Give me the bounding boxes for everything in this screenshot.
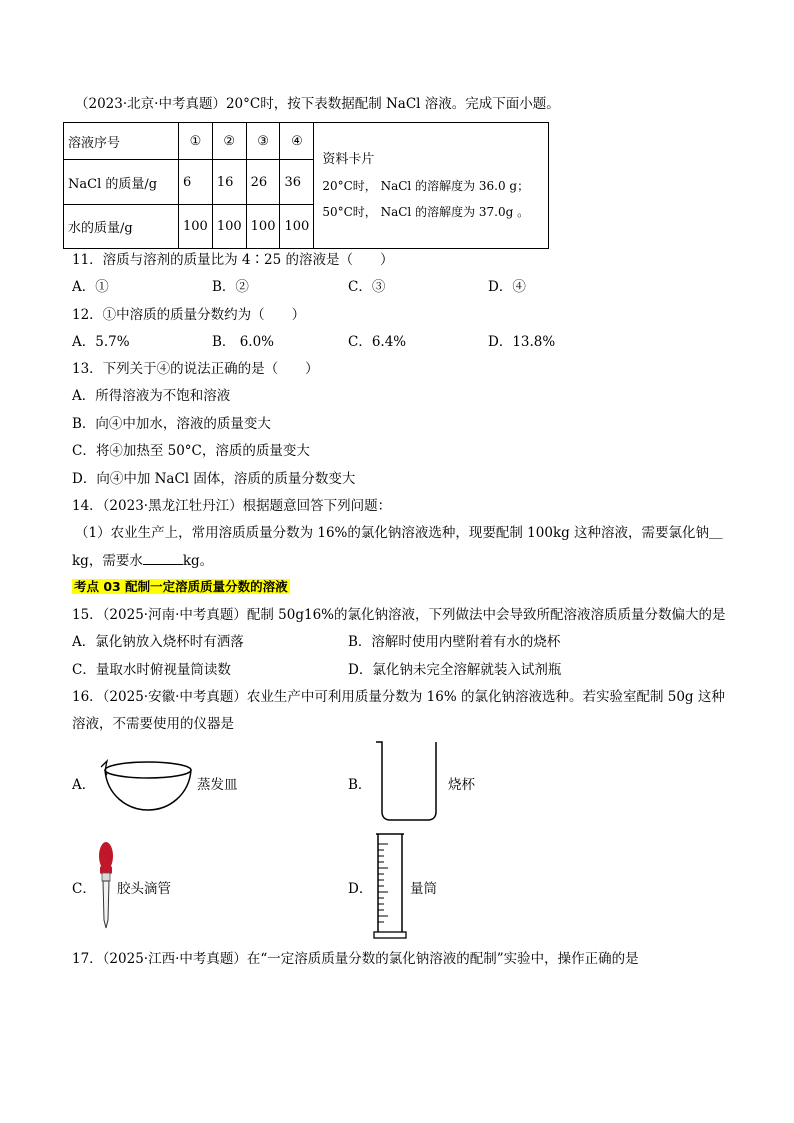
water-mass-cell: 100 xyxy=(179,205,213,249)
row-header-solution-no: 溶液序号 xyxy=(64,123,179,160)
col-header-4: ④ xyxy=(280,123,314,160)
row-header-nacl-mass: NaCl 的质量/g xyxy=(64,160,179,205)
dropper-icon xyxy=(94,840,118,930)
q15-option-c[interactable]: C．量取水时俯视量筒读数 xyxy=(72,662,231,678)
q16-option-c-letter[interactable]: C． xyxy=(72,881,96,897)
intro-text: （2023·北京·中考真题）20°C时，按下表数据配制 NaCl 溶液。完成下面小题。 xyxy=(75,96,560,112)
nacl-mass-cell: 16 xyxy=(212,160,246,205)
q15-option-d[interactable]: D．氯化钠未完全溶解就装入试剂瓶 xyxy=(348,662,562,678)
q14-part1-line1: （1）农业生产上，常用溶质质量分数为 16%的氯化钠溶液选种，现要配制 100kg 这种溶液，需要氯化钠＿ xyxy=(75,525,723,541)
q14-stem: 14．（2023·黑龙江牡丹江）根据题意回答下列问题： xyxy=(72,498,392,514)
q17-stem: 17．（2025·江西·中考真题）在“一定溶质质量分数的氯化钠溶液的配制”实验中，操作正确的是 xyxy=(72,951,639,967)
q12-option-c[interactable]: C．6.4% xyxy=(348,334,407,350)
info-card-line1: 20°C时， NaCl 的溶解度为 36.0 g； xyxy=(322,178,530,193)
info-card xyxy=(314,123,549,249)
q12-option-b[interactable]: B． 6.0% xyxy=(212,334,275,350)
q11-option-c[interactable]: C．③ xyxy=(348,279,386,295)
q14-text-b: kg。 xyxy=(182,553,214,569)
q16-option-a-name: 蒸发皿 xyxy=(197,777,238,793)
q13-option-b[interactable]: B．向④中加水，溶液的质量变大 xyxy=(72,416,271,432)
water-mass-cell: 100 xyxy=(280,205,314,249)
q16-option-a-letter[interactable]: A． xyxy=(72,777,96,793)
q14-part1-line2 xyxy=(72,550,213,571)
q11-option-b[interactable]: B．② xyxy=(212,279,249,295)
q16-option-b-name: 烧杯 xyxy=(448,777,475,793)
nacl-mass-cell: 36 xyxy=(280,160,314,205)
q12-option-d[interactable]: D．13.8% xyxy=(488,334,556,350)
nacl-mass-cell: 6 xyxy=(179,160,213,205)
q13-option-c[interactable]: C．将④加热至 50°C，溶质的质量变大 xyxy=(72,443,310,459)
info-card-title: 资料卡片 xyxy=(322,151,375,167)
evaporating-dish-icon xyxy=(97,755,197,815)
q16-option-b-letter[interactable]: B． xyxy=(348,777,372,793)
q11-option-d[interactable]: D．④ xyxy=(488,279,526,295)
nacl-mass-cell: 26 xyxy=(246,160,280,205)
q11-option-a[interactable]: A．① xyxy=(72,279,109,295)
q16-option-d-name: 量筒 xyxy=(410,881,437,897)
q12-stem: 12．①中溶质的质量分数约为（ ） xyxy=(72,307,306,323)
water-mass-cell: 100 xyxy=(246,205,280,249)
data-table xyxy=(63,122,549,249)
q15-stem: 15．（2025·河南·中考真题）配制 50g16%的氯化钠溶液，下列做法中会导致所配溶液溶质质量分数偏大的是 xyxy=(72,607,726,623)
q13-option-a[interactable]: A．所得溶液为不饱和溶液 xyxy=(72,388,231,404)
section-highlight: 考点 03 配制一定溶质质量分数的溶液 xyxy=(74,579,288,594)
q16-option-c-name: 胶头滴管 xyxy=(117,881,171,897)
answer-blank[interactable] xyxy=(143,550,183,565)
col-header-1: ① xyxy=(179,123,213,160)
section-heading xyxy=(72,577,290,597)
water-mass-cell: 100 xyxy=(212,205,246,249)
row-header-water-mass: 水的质量/g xyxy=(64,205,179,249)
col-header-2: ② xyxy=(212,123,246,160)
q16-stem-line2: 溶液，不需要使用的仪器是 xyxy=(72,716,234,732)
q16-stem-line1: 16．（2025·安徽·中考真题）农业生产中可利用质量分数为 16% 的氯化钠溶液选种。若实验室配制 50g 这种 xyxy=(72,689,725,705)
beaker-icon xyxy=(374,740,444,822)
q14-text-a: kg，需要水 xyxy=(72,553,143,569)
q15-option-a[interactable]: A．氯化钠放入烧杯时有洒落 xyxy=(72,634,244,650)
q15-option-b[interactable]: B．溶解时使用内壁附着有水的烧杯 xyxy=(348,634,561,650)
col-header-3: ③ xyxy=(246,123,280,160)
q12-option-a[interactable]: A．5.7% xyxy=(72,334,130,350)
q16-option-d-letter[interactable]: D． xyxy=(348,881,373,897)
graduated-cylinder-icon xyxy=(372,832,408,942)
info-card-line2: 50°C时， NaCl 的溶解度为 37.0g 。 xyxy=(322,204,530,219)
q11-stem: 11．溶质与溶剂的质量比为 4∶25 的溶液是（ ） xyxy=(72,252,394,268)
q13-stem: 13．下列关于④的说法正确的是（ ） xyxy=(72,361,319,377)
q13-option-d[interactable]: D．向④中加 NaCl 固体，溶质的质量分数变大 xyxy=(72,471,356,487)
